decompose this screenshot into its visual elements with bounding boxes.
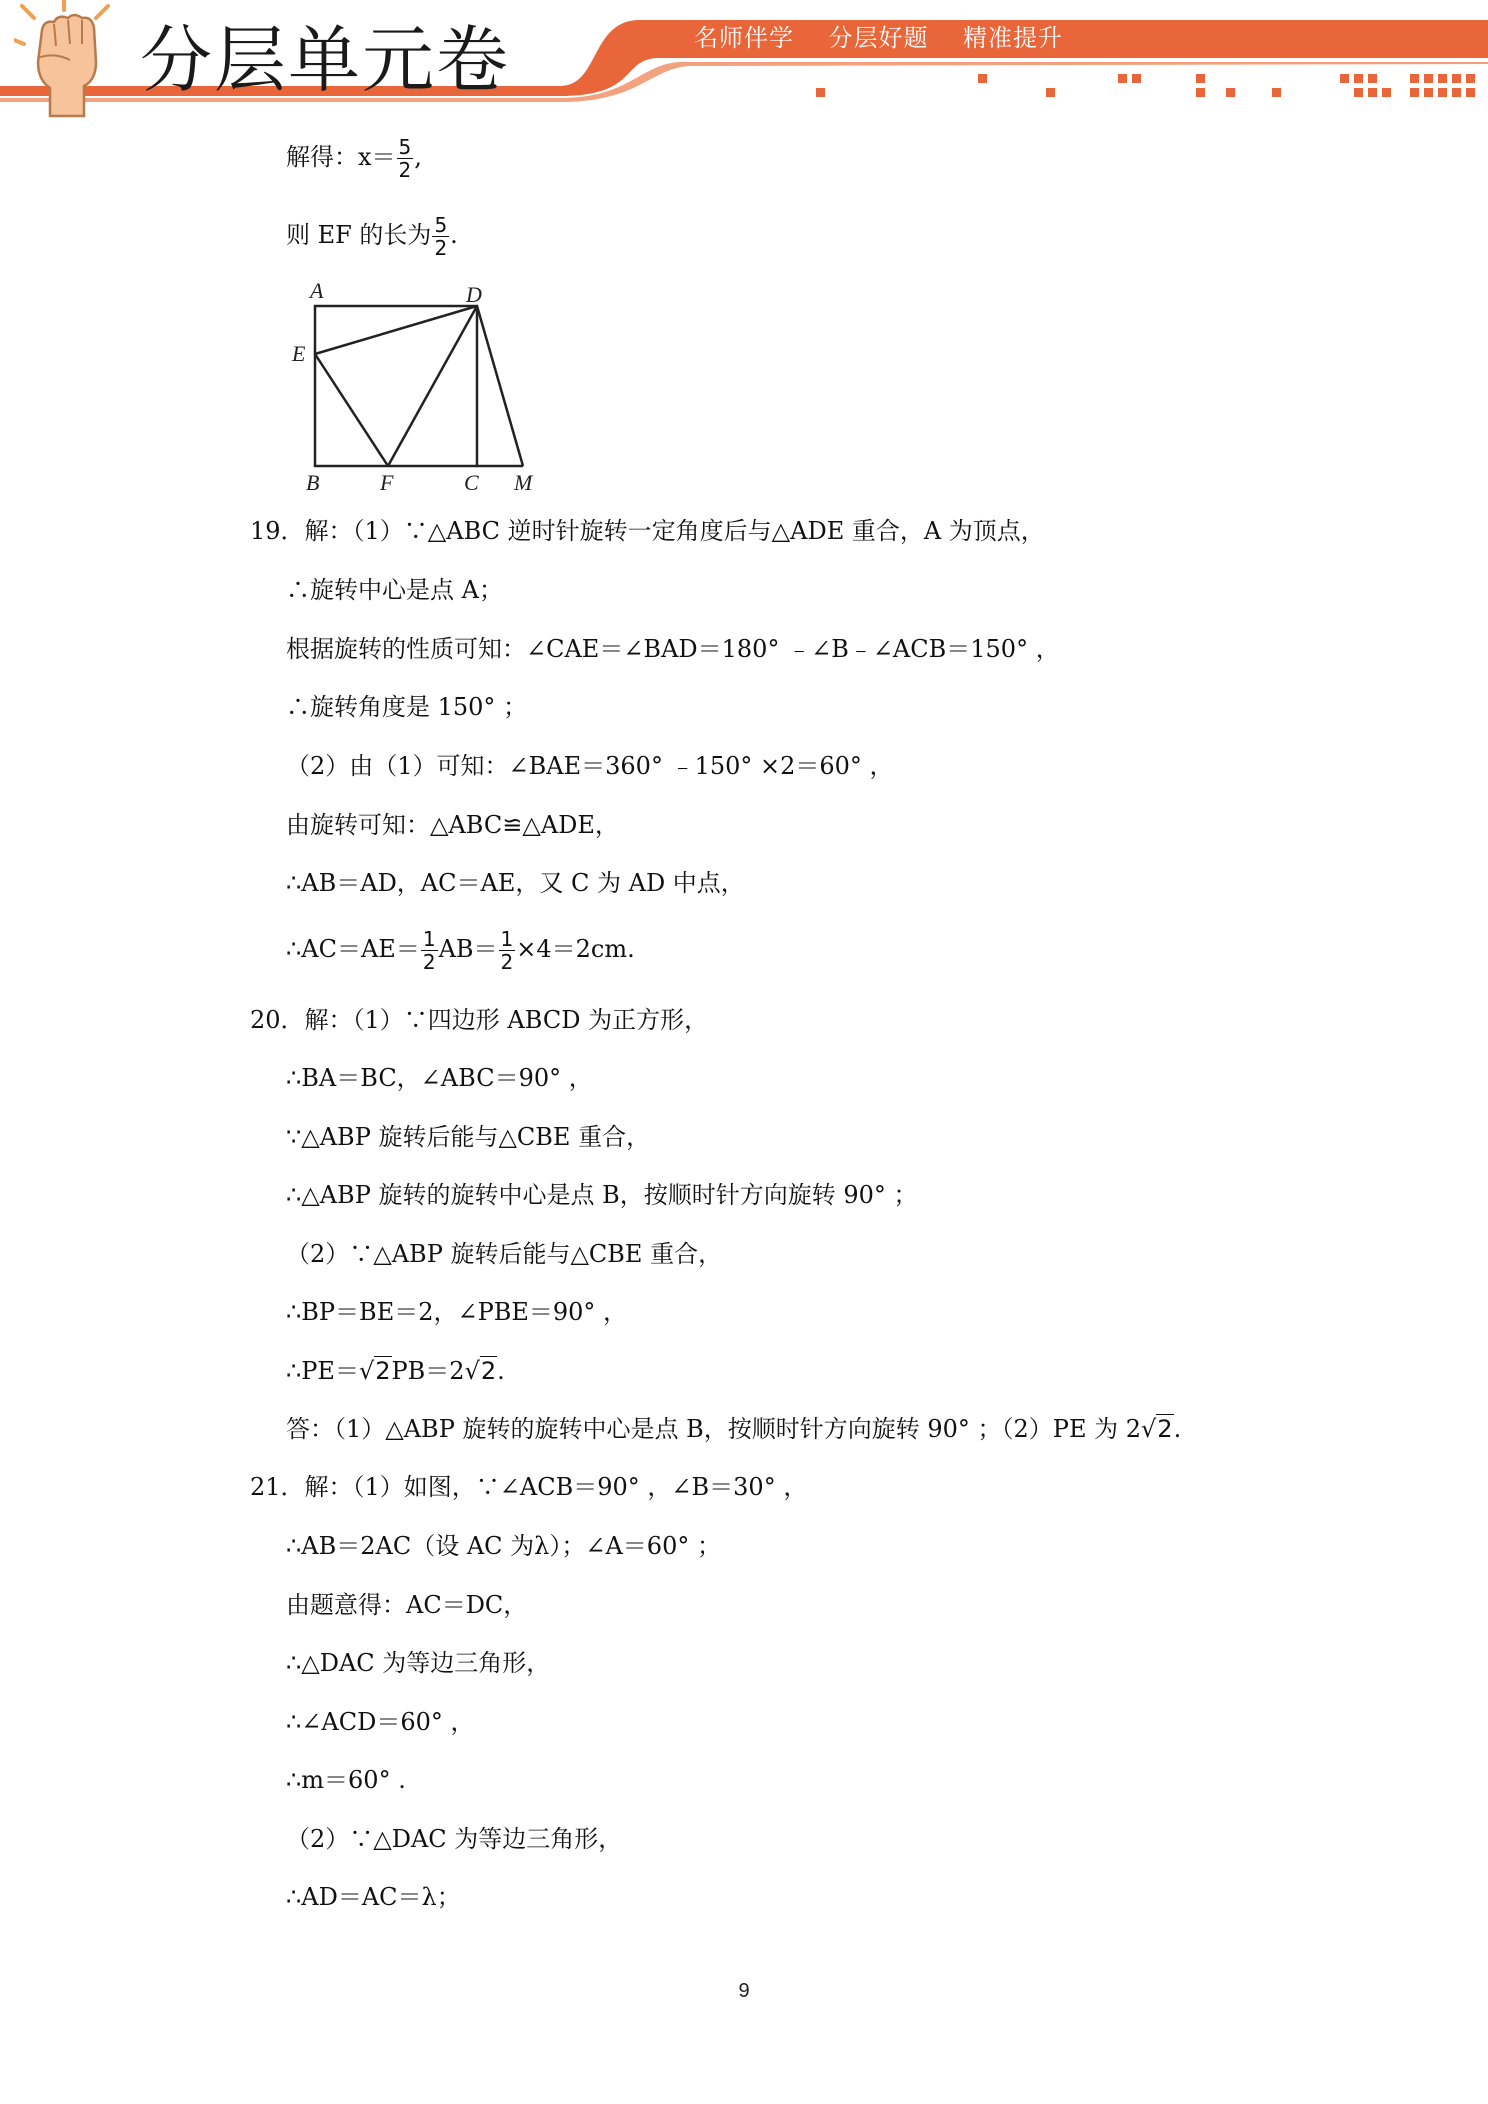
sqrt: √2	[358, 1357, 391, 1385]
header-slogan: 名师伴学 分层好题 精准提升	[694, 24, 1064, 52]
fraction	[397, 136, 414, 181]
text-middle: PB＝2	[391, 1357, 465, 1385]
fraction-numerator: 1	[500, 927, 514, 951]
fraction	[421, 928, 438, 973]
radicand: 2	[480, 1357, 497, 1385]
text-suffix: .	[497, 1357, 505, 1385]
text-prefix: 答：（1）△ABP 旋转的旋转中心是点 B，按顺时针方向旋转 90° ；（2）PE 为 2	[286, 1415, 1141, 1443]
p20-line-4: ∴△ABP 旋转的旋转中心是点 B，按顺时针方向旋转 90° ；	[286, 1181, 918, 1209]
p20-line-5: （2）∵△ABP 旋转后能与△CBE 重合，	[286, 1240, 723, 1268]
ef-length-line	[286, 214, 458, 259]
fraction	[432, 214, 449, 259]
p19-line-3: 根据旋转的性质可知：∠CAE＝∠BAD＝180° ﹣∠B﹣∠ACB＝150° ，	[286, 635, 1060, 663]
p20-line-2: ∴BA＝BC，∠ABC＝90° ，	[286, 1064, 593, 1092]
fraction-denominator: 2	[500, 950, 514, 974]
p21-line-4: ∴△DAC 为等边三角形，	[286, 1649, 551, 1677]
label-c: C	[464, 470, 479, 495]
text-prefix: 解得：x＝	[286, 143, 396, 171]
segment-fd	[388, 306, 477, 466]
p20-answer	[286, 1412, 1181, 1446]
radicand: 2	[1157, 1415, 1173, 1443]
text-suffix: ,	[414, 143, 422, 171]
p21-line-7: （2）∵△DAC 为等边三角形，	[286, 1825, 623, 1853]
text-suffix: .	[450, 221, 458, 249]
segment-ed	[315, 306, 477, 354]
fraction-numerator: 5	[398, 135, 412, 159]
text-middle: AB＝	[438, 935, 498, 963]
segment-ef	[315, 354, 388, 466]
p19-line-1: 19．解：（1）∵△ABC 逆时针旋转一定角度后与△ADE 重合，A 为顶点，	[250, 517, 1045, 545]
fraction-denominator: 2	[434, 236, 448, 260]
sqrt: √2	[464, 1357, 497, 1385]
p21-line-1: 21．解：（1）如图，∵∠ACB＝90° ，∠B＝30° ，	[250, 1473, 808, 1501]
fraction-numerator: 5	[434, 213, 448, 237]
segment-dm	[477, 306, 523, 466]
fraction	[499, 928, 516, 973]
fraction-numerator: 1	[422, 927, 436, 951]
p21-line-2: ∴AB＝2AC（设 AC 为λ）；∠A＝60° ；	[286, 1532, 721, 1560]
label-e: E	[292, 341, 306, 366]
text-prefix: ∴AC＝AE＝	[286, 935, 420, 963]
p19-line-2: ∴旋转中心是点 A；	[286, 576, 503, 604]
page-header	[0, 0, 1488, 120]
label-a: A	[310, 278, 324, 303]
label-f: F	[380, 470, 394, 495]
p20-line-3: ∵△ABP 旋转后能与△CBE 重合，	[286, 1123, 651, 1151]
label-b: B	[306, 470, 320, 495]
p21-line-5: ∴∠ACD＝60° ，	[286, 1708, 475, 1736]
solution-line	[286, 136, 422, 181]
text-prefix: ∴PE＝	[286, 1357, 359, 1385]
geometry-figure	[288, 274, 548, 498]
fist-icon	[14, 0, 124, 118]
p19-line-8	[286, 928, 635, 973]
p20-line-7	[286, 1354, 505, 1388]
text-suffix: ×4＝2cm.	[516, 935, 635, 963]
radicand: 2	[375, 1357, 391, 1385]
p21-line-6: ∴m＝60° .	[286, 1766, 406, 1794]
label-m: M	[514, 470, 533, 495]
p21-line-8: ∴AD＝AC＝λ；	[286, 1883, 461, 1911]
sqrt: √2	[1141, 1415, 1173, 1443]
fraction-denominator: 2	[422, 950, 436, 974]
p19-line-5: （2）由（1）可知：∠BAE＝360° ﹣150° ×2＝60° ，	[286, 752, 894, 780]
page-number: 9	[738, 1980, 750, 2002]
text-prefix: 则 EF 的长为	[286, 221, 432, 249]
p19-line-4: ∴旋转角度是 150° ；	[286, 693, 528, 721]
p19-line-7: ∴AB＝AD，AC＝AE，又 C 为 AD 中点，	[286, 869, 745, 897]
fraction-denominator: 2	[398, 158, 412, 182]
p20-line-6: ∴BP＝BE＝2，∠PBE＝90° ，	[286, 1298, 628, 1326]
text-suffix: .	[1173, 1415, 1182, 1443]
p19-line-6: 由旋转可知：△ABC≌△ADE，	[286, 811, 619, 839]
brand-title: 分层单元卷	[140, 18, 511, 102]
p21-line-3: 由题意得：AC＝DC，	[286, 1591, 528, 1619]
p20-line-1: 20．解：（1）∵四边形 ABCD 为正方形，	[250, 1006, 709, 1034]
label-d: D	[466, 282, 482, 307]
